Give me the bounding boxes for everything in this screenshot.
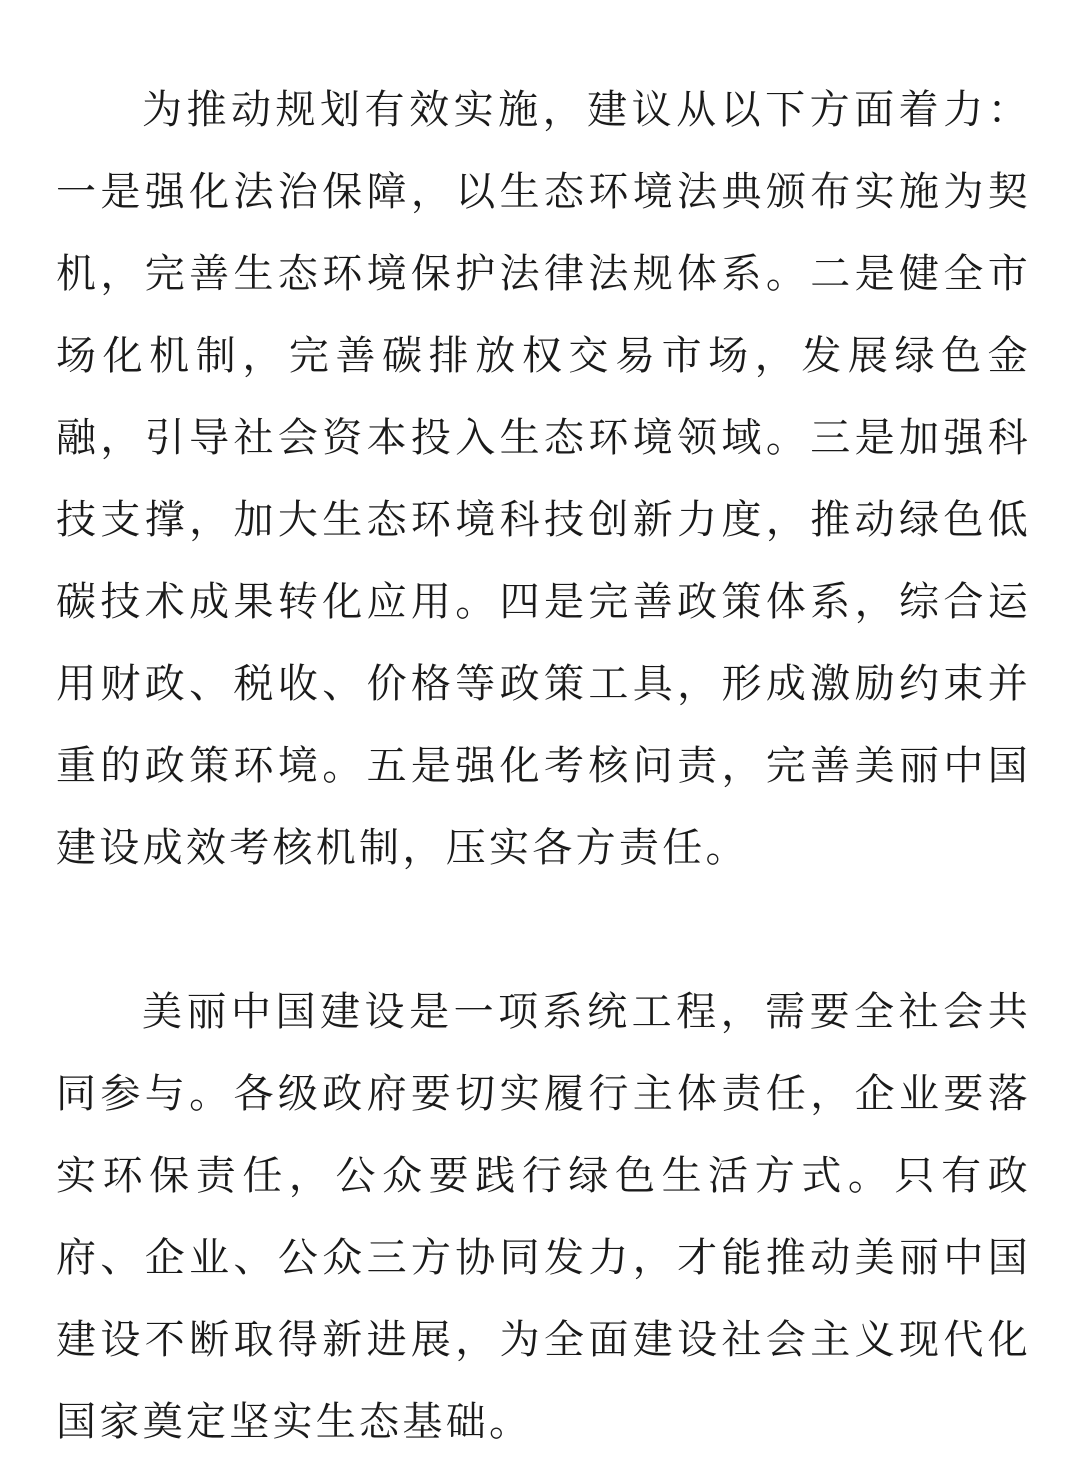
paragraph-implementation-measures: 为推动规划有效实施，建议从以下方面着力：一是强化法治保障，以生态环境法典颁布实施为契机，完善生态环境保护法律法规体系。二是健全市场化机制，完善碳排放权交易市场，发展绿色金融，引导社会资本投入生态环境领域。三是加强科技支撑，加大生态环境科技创新力度，推动绿色低碳技术成果转化应用。四是完善政策体系，综合运用财政、税收、价格等政策工具，形成激励约束并重的政策环境。五是强化考核问责，完善美丽中国建设成效考核机制，压实各方责任。 (56, 87, 1031, 871)
paragraph-joint-participation: 美丽中国建设是一项系统工程，需要全社会共同参与。各级政府要切实履行主体责任，企业要落实环保责任，公众要践行绿色生活方式。只有政府、企业、公众三方协同发力，才能推动美丽中国建设不断取得新进展，为全面建设社会主义现代化国家奠定坚实生态基础。 (56, 989, 1031, 1445)
article-body (56, 69, 1031, 1463)
